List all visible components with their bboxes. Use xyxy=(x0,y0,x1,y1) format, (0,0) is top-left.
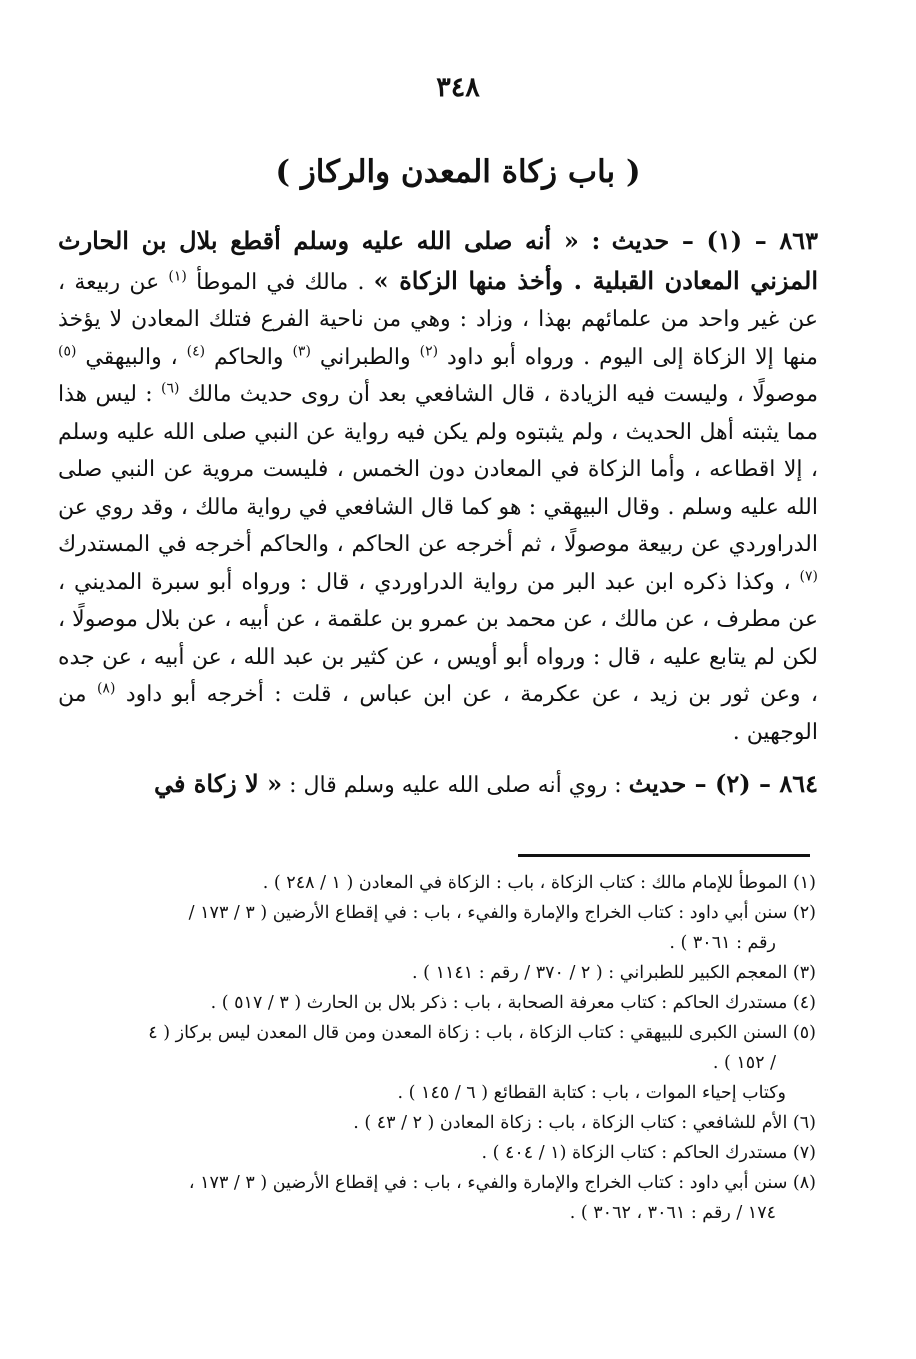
footnote-5-additional: وكتاب إحياء الموات ، باب : كتابة القطائع ( ٦ / ١٤٥ ) . xyxy=(397,1083,786,1103)
footnote-ref: (٧) xyxy=(799,568,818,585)
chapter-title: ( باب زكاة المعدن والركاز ) xyxy=(275,154,641,190)
body-segment: ، والبيهقي xyxy=(85,344,178,370)
footnotes xyxy=(60,868,816,1228)
footnote-8-continued: ١٧٤ / رقم : ٣٠٦١ ، ٣٠٦٢ ) . xyxy=(569,1203,776,1223)
hadith-matn: « لا زكاة في xyxy=(153,769,283,798)
footnote-5: (٥) السنن الكبرى للبيهقي : كتاب الزكاة ، باب : زكاة المعدن ومن قال المعدن ليس بركاز ( ٤ xyxy=(148,1023,816,1043)
hadith-number: ٨٦٣ – (١) – حديث xyxy=(611,226,819,255)
page-number: ٣٤٨ xyxy=(436,72,480,103)
footnote-7: (٧) مستدرك الحاكم : كتاب الزكاة (١ / ٤٠٤ ) . xyxy=(481,1143,816,1163)
footnote-3: (٣) المعجم الكبير للطبراني : ( ٢ / ٣٧٠ / رقم : ١١٤١ ) . xyxy=(412,963,816,983)
footnote-4: (٤) مستدرك الحاكم : كتاب معرفة الصحابة ، باب : ذكر بلال بن الحارث ( ٣ / ٥١٧ ) . xyxy=(210,993,816,1013)
hadith-matn: : « أنه صلى الله عليه وسلم أقطع بلال بن الحارث المزني المعادن القبلية . وأخذ منها الزكاة » xyxy=(58,226,818,295)
footnote-2: (٢) سنن أبي داود : كتاب الخراج والإمارة والفيء ، باب : في إقطاع الأرضين ( ٣ / ١٧٣ / xyxy=(188,903,816,923)
footnote-ref: (٨) xyxy=(96,680,116,697)
body-segment: : روي أنه صلى الله عليه وسلم قال : xyxy=(289,773,622,798)
body-segment: . مالك في الموطأ xyxy=(196,269,365,295)
main-text xyxy=(58,222,818,805)
footnote-ref: (٦) xyxy=(160,380,180,397)
body-segment: عن ربيعة ، عن غير واحد من علمائهم بهذا ، وزاد : وهي من ناحية الفرع فتلك المعادن لا يؤخذ منها إلا الزكاة إلى اليوم . ورواه أبو داود xyxy=(58,269,818,370)
footnote-ref: (٥) xyxy=(58,343,77,360)
hadith-paragraph-1 xyxy=(58,222,818,751)
footnote-ref: (٣) xyxy=(292,343,311,360)
footnote-1: (١) الموطأ للإمام مالك : كتاب الزكاة ، باب : الزكاة في المعادن ( ١ / ٢٤٨ ) . xyxy=(262,873,816,893)
footnote-5-continued: / ١٥٢ ) . xyxy=(712,1053,776,1073)
footnote-6: (٦) الأم للشافعي : كتاب الزكاة ، باب : زكاة المعادن ( ٢ / ٤٣ ) . xyxy=(353,1113,816,1133)
body-segment: والحاكم xyxy=(214,344,284,370)
footnote-ref: (٤) xyxy=(186,343,206,360)
footnote-8: (٨) سنن أبي داود : كتاب الخراج والإمارة والفيء ، باب : في إقطاع الأرضين ( ٣ / ١٧٣ ، xyxy=(188,1173,816,1193)
footnote-ref: (١) xyxy=(168,268,187,285)
body-segment: والطبراني xyxy=(319,344,411,370)
footnote-separator xyxy=(518,854,810,857)
body-segment: من الوجهين . xyxy=(58,682,818,745)
hadith-paragraph-2 xyxy=(58,765,818,805)
footnote-ref: (٢) xyxy=(419,343,439,360)
footnote-2-continued: رقم : ٣٠٦١ ) . xyxy=(669,933,776,953)
body-segment: ، وكذا ذكره ابن عبد البر من رواية الدراوردي ، قال : ورواه أبو سبرة المديني ، عن مطرف ، عن مالك ، عن محمد بن عمرو بن علقمة ، عن أبيه ، عن بلال موصولًا ، لكن لم يتابع عليه ، قال : ورواه أبو أويس ، عن كثير بن عبد الله ، عن أبيه ، عن جده ، وعن ثور بن زيد ، عن عكرمة ، عن ابن عباس ، قلت : أخرجه أبو داود xyxy=(58,569,819,707)
body-segment: : ليس هذا مما يثبته أهل الحديث ، ولم يثبتوه ولم يكن فيه رواية عن النبي صلى الله عليه وسلم ، إلا اقطاعه ، وأما الزكاة في المعادن دون الخمس ، فليست مروية عن النبي صلى الله عليه وسلم . وقال البيهقي : هو كما قال الشافعي في رواية مالك ، وقد روي عن الدراوردي عن ربيعة موصولًا ، ثم أخرجه عن الحاكم ، والحاكم أخرجه في المستدرك xyxy=(58,382,818,557)
hadith-number: ٨٦٤ – (٢) – حديث xyxy=(628,769,818,798)
body-segment: موصولًا ، وليست فيه الزيادة ، قال الشافعي بعد أن روى حديث مالك xyxy=(187,382,818,407)
